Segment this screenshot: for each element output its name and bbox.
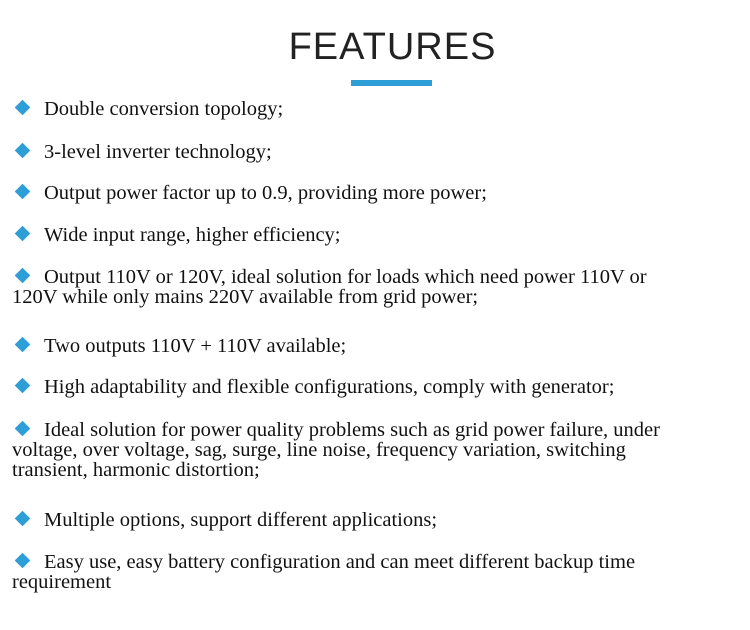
feature-item	[12, 142, 742, 162]
feature-text-line	[12, 510, 742, 530]
feature-text-line	[12, 142, 742, 162]
feature-item	[12, 267, 742, 307]
feature-text-line	[12, 336, 742, 356]
feature-text-line	[12, 377, 742, 397]
diamond-bullet-icon	[15, 337, 31, 353]
feature-item	[12, 225, 742, 245]
diamond-bullet-icon	[15, 511, 31, 527]
feature-text: Two outputs 110V + 110V available;	[44, 335, 347, 357]
feature-text-line	[12, 225, 742, 245]
feature-text: Output 110V or 120V, ideal solution for loads which need power 110V or	[44, 266, 647, 288]
feature-text: Wide input range, higher efficiency;	[44, 224, 341, 246]
diamond-bullet-icon	[15, 268, 31, 284]
diamond-bullet-icon	[15, 100, 31, 116]
feature-text-line	[12, 552, 742, 572]
feature-text: High adaptability and flexible configurations, comply with generator;	[44, 376, 615, 398]
feature-text: 3-level inverter technology;	[44, 141, 272, 163]
feature-text-line	[12, 99, 742, 119]
feature-item	[12, 377, 742, 397]
feature-text-line: requirement	[12, 571, 112, 593]
feature-text: Multiple options, support different applications;	[44, 509, 438, 531]
feature-text-line	[12, 267, 742, 287]
feature-item	[12, 510, 742, 530]
feature-text-line: 120V while only mains 220V available from grid power;	[12, 286, 479, 308]
diamond-bullet-icon	[15, 378, 31, 394]
diamond-bullet-icon	[15, 143, 31, 159]
feature-text-line: transient, harmonic distortion;	[12, 459, 260, 481]
feature-text-line: voltage, over voltage, sag, surge, line noise, frequency variation, switching	[12, 439, 626, 461]
feature-text: Double conversion topology;	[44, 98, 284, 120]
feature-item	[12, 552, 742, 592]
feature-text: Ideal solution for power quality problems such as grid power failure, under	[44, 419, 660, 441]
feature-text: Easy use, easy battery configuration and can meet different backup time	[44, 551, 636, 573]
feature-text: Output power factor up to 0.9, providing more power;	[44, 182, 487, 204]
feature-item	[12, 420, 742, 480]
diamond-bullet-icon	[15, 184, 31, 200]
feature-text-line	[12, 420, 742, 440]
diamond-bullet-icon	[15, 421, 31, 437]
feature-item	[12, 336, 742, 356]
feature-item	[12, 183, 742, 203]
feature-text-line	[12, 183, 742, 203]
diamond-bullet-icon	[15, 226, 31, 242]
title-underline	[351, 80, 432, 86]
page-title: FEATURES	[288, 26, 497, 68]
diamond-bullet-icon	[15, 553, 31, 569]
feature-item	[12, 99, 742, 119]
